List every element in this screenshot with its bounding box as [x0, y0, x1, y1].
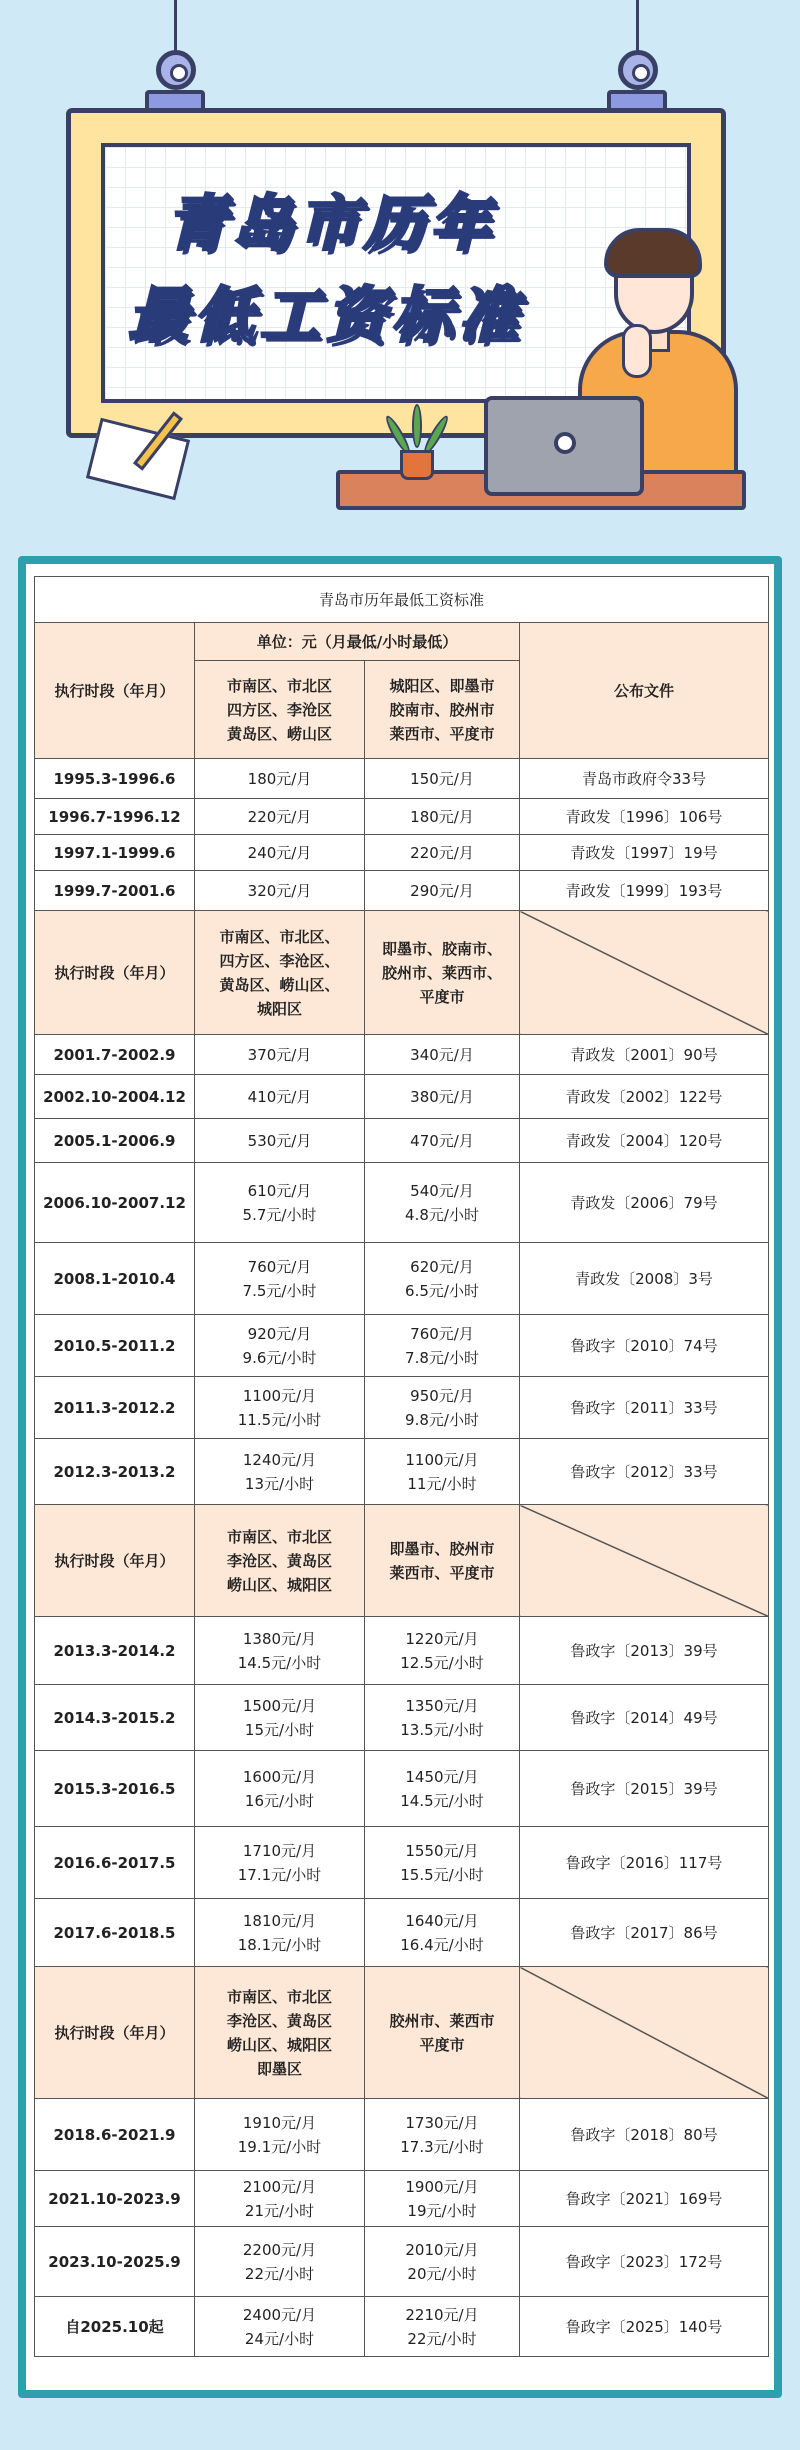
document-cell: 青政发〔1996〕106号 — [520, 799, 769, 835]
region-b-wage-cell: 1220元/月 12.5元/小时 — [365, 1617, 520, 1685]
region-a-wage-cell: 410元/月 — [195, 1075, 365, 1119]
table-row — [35, 1243, 769, 1315]
region-b-wage-cell: 180元/月 — [365, 799, 520, 835]
period-cell: 2012.3-2013.2 — [35, 1439, 195, 1505]
period-cell: 2005.1-2006.9 — [35, 1119, 195, 1163]
page-title-line2: 最低工资标准 — [128, 281, 524, 351]
region-b-wage-cell: 1100元/月 11元/小时 — [365, 1439, 520, 1505]
document-cell: 鲁政字〔2023〕172号 — [520, 2227, 769, 2297]
document-cell: 鲁政字〔2014〕49号 — [520, 1685, 769, 1751]
document-cell: 青岛市政府令33号 — [520, 759, 769, 799]
document-cell: 青政发〔2008〕3号 — [520, 1243, 769, 1315]
document-cell: 青政发〔2001〕90号 — [520, 1035, 769, 1075]
table-row — [35, 2171, 769, 2227]
region-b-header: 即墨市、胶州市 莱西市、平度市 — [365, 1505, 520, 1617]
region-a-wage-cell: 1600元/月 16元/小时 — [195, 1751, 365, 1827]
period-cell: 2018.6-2021.9 — [35, 2099, 195, 2171]
table-title-row — [35, 577, 769, 623]
period-cell: 2011.3-2012.2 — [35, 1377, 195, 1439]
region-b-wage-cell: 950元/月 9.8元/小时 — [365, 1377, 520, 1439]
region-a-header: 市南区、市北区、 四方区、李沧区、 黄岛区、崂山区、 城阳区 — [195, 911, 365, 1035]
table-row — [35, 1315, 769, 1377]
period-cell: 2013.3-2014.2 — [35, 1617, 195, 1685]
document-cell: 鲁政字〔2025〕140号 — [520, 2297, 769, 2357]
document-cell: 鲁政字〔2018〕80号 — [520, 2099, 769, 2171]
region-b-wage-cell: 760元/月 7.8元/小时 — [365, 1315, 520, 1377]
region-a-wage-cell: 610元/月 5.7元/小时 — [195, 1163, 365, 1243]
region-b-wage-cell: 220元/月 — [365, 835, 520, 871]
section-header-row — [35, 1967, 769, 2099]
table-panel — [18, 556, 782, 2398]
region-b-header: 胶州市、莱西市 平度市 — [365, 1967, 520, 2099]
document-cell: 鲁政字〔2015〕39号 — [520, 1751, 769, 1827]
region-b-wage-cell: 150元/月 — [365, 759, 520, 799]
table-row — [35, 799, 769, 835]
person-hair — [604, 228, 702, 278]
wage-table — [34, 576, 769, 2357]
region-a-wage-cell: 1100元/月 11.5元/小时 — [195, 1377, 365, 1439]
table-row — [35, 1377, 769, 1439]
table-row — [35, 1075, 769, 1119]
region-b-wage-cell: 1640元/月 16.4元/小时 — [365, 1899, 520, 1967]
section-header-row — [35, 1505, 769, 1617]
region-b-wage-cell: 290元/月 — [365, 871, 520, 911]
document-cell: 青政发〔1999〕193号 — [520, 871, 769, 911]
page-title-line1: 青岛市历年 — [166, 189, 496, 259]
document-cell: 鲁政字〔2016〕117号 — [520, 1827, 769, 1899]
hanger-ring-icon — [618, 50, 658, 90]
period-cell: 2021.10-2023.9 — [35, 2171, 195, 2227]
document-cell: 青政发〔2006〕79号 — [520, 1163, 769, 1243]
table-row — [35, 1899, 769, 1967]
period-cell: 1997.1-1999.6 — [35, 835, 195, 871]
region-b-wage-cell: 620元/月 6.5元/小时 — [365, 1243, 520, 1315]
laptop-logo — [554, 432, 576, 454]
region-b-header: 城阳区、即墨市 胶南市、胶州市 莱西市、平度市 — [365, 661, 520, 759]
region-a-wage-cell: 240元/月 — [195, 835, 365, 871]
table-header-row — [35, 623, 769, 661]
diagonal-blank-cell — [520, 911, 769, 1035]
table-row — [35, 1617, 769, 1685]
table-row — [35, 871, 769, 911]
laptop-icon — [484, 396, 644, 496]
period-header: 执行时段（年月） — [35, 1505, 195, 1617]
section-header-row — [35, 911, 769, 1035]
region-a-wage-cell: 180元/月 — [195, 759, 365, 799]
region-a-wage-cell: 530元/月 — [195, 1119, 365, 1163]
plant-pot-icon — [400, 450, 434, 480]
table-row — [35, 2297, 769, 2357]
period-cell: 2002.10-2004.12 — [35, 1075, 195, 1119]
table-row — [35, 1439, 769, 1505]
document-cell: 鲁政字〔2013〕39号 — [520, 1617, 769, 1685]
region-b-wage-cell: 1730元/月 17.3元/小时 — [365, 2099, 520, 2171]
region-a-wage-cell: 1810元/月 18.1元/小时 — [195, 1899, 365, 1967]
region-b-wage-cell: 340元/月 — [365, 1035, 520, 1075]
region-a-wage-cell: 1500元/月 15元/小时 — [195, 1685, 365, 1751]
table-row — [35, 1751, 769, 1827]
region-b-wage-cell: 470元/月 — [365, 1119, 520, 1163]
region-a-wage-cell: 1380元/月 14.5元/小时 — [195, 1617, 365, 1685]
table-row — [35, 1685, 769, 1751]
period-cell: 2014.3-2015.2 — [35, 1685, 195, 1751]
document-cell: 鲁政字〔2017〕86号 — [520, 1899, 769, 1967]
region-a-wage-cell: 2100元/月 21元/小时 — [195, 2171, 365, 2227]
period-cell: 2017.6-2018.5 — [35, 1899, 195, 1967]
region-b-wage-cell: 380元/月 — [365, 1075, 520, 1119]
region-a-wage-cell: 920元/月 9.6元/小时 — [195, 1315, 365, 1377]
period-header: 执行时段（年月） — [35, 911, 195, 1035]
table-row — [35, 1163, 769, 1243]
period-cell: 1995.3-1996.6 — [35, 759, 195, 799]
table-row — [35, 1119, 769, 1163]
document-cell: 鲁政字〔2021〕169号 — [520, 2171, 769, 2227]
period-cell: 2008.1-2010.4 — [35, 1243, 195, 1315]
table-row — [35, 759, 769, 799]
diagonal-blank-cell — [520, 1967, 769, 2099]
period-cell: 2001.7-2002.9 — [35, 1035, 195, 1075]
region-b-wage-cell: 1450元/月 14.5元/小时 — [365, 1751, 520, 1827]
table-row — [35, 1827, 769, 1899]
region-a-wage-cell: 370元/月 — [195, 1035, 365, 1075]
table-row — [35, 2227, 769, 2297]
table-row — [35, 1035, 769, 1075]
region-a-header: 市南区、市北区 李沧区、黄岛区 崂山区、城阳区 — [195, 1505, 365, 1617]
region-a-header: 市南区、市北区 四方区、李沧区 黄岛区、崂山区 — [195, 661, 365, 759]
diagonal-blank-cell — [520, 1505, 769, 1617]
region-b-wage-cell: 1900元/月 19元/小时 — [365, 2171, 520, 2227]
period-cell: 1999.7-2001.6 — [35, 871, 195, 911]
document-cell: 青政发〔2004〕120号 — [520, 1119, 769, 1163]
region-b-wage-cell: 540元/月 4.8元/小时 — [365, 1163, 520, 1243]
document-cell: 鲁政字〔2012〕33号 — [520, 1439, 769, 1505]
header-illustration — [0, 0, 800, 540]
region-a-wage-cell: 220元/月 — [195, 799, 365, 835]
document-cell: 青政发〔1997〕19号 — [520, 835, 769, 871]
plant-leaf — [412, 404, 422, 448]
region-a-wage-cell: 1710元/月 17.1元/小时 — [195, 1827, 365, 1899]
region-b-wage-cell: 2210元/月 22元/小时 — [365, 2297, 520, 2357]
period-cell: 2010.5-2011.2 — [35, 1315, 195, 1377]
region-a-wage-cell: 320元/月 — [195, 871, 365, 911]
region-b-wage-cell: 1350元/月 13.5元/小时 — [365, 1685, 520, 1751]
region-b-wage-cell: 1550元/月 15.5元/小时 — [365, 1827, 520, 1899]
region-a-header: 市南区、市北区 李沧区、黄岛区 崂山区、城阳区 即墨区 — [195, 1967, 365, 2099]
period-header: 执行时段（年月） — [35, 623, 195, 759]
period-cell: 2015.3-2016.5 — [35, 1751, 195, 1827]
region-a-wage-cell: 1910元/月 19.1元/小时 — [195, 2099, 365, 2171]
region-b-wage-cell: 2010元/月 20元/小时 — [365, 2227, 520, 2297]
unit-header: 单位：元（月最低/小时最低） — [195, 623, 520, 661]
period-cell: 1996.7-1996.12 — [35, 799, 195, 835]
table-row — [35, 835, 769, 871]
period-cell: 2006.10-2007.12 — [35, 1163, 195, 1243]
doc-header: 公布文件 — [520, 623, 769, 759]
document-cell: 鲁政字〔2010〕74号 — [520, 1315, 769, 1377]
table-row — [35, 2099, 769, 2171]
period-cell: 2023.10-2025.9 — [35, 2227, 195, 2297]
period-cell: 自2025.10起 — [35, 2297, 195, 2357]
region-b-header: 即墨市、胶南市、 胶州市、莱西市、 平度市 — [365, 911, 520, 1035]
region-a-wage-cell: 2400元/月 24元/小时 — [195, 2297, 365, 2357]
region-a-wage-cell: 1240元/月 13元/小时 — [195, 1439, 365, 1505]
period-cell: 2016.6-2017.5 — [35, 1827, 195, 1899]
table-caption: 青岛市历年最低工资标准 — [35, 577, 769, 623]
region-a-wage-cell: 760元/月 7.5元/小时 — [195, 1243, 365, 1315]
region-a-wage-cell: 2200元/月 22元/小时 — [195, 2227, 365, 2297]
document-cell: 青政发〔2002〕122号 — [520, 1075, 769, 1119]
person-hand — [622, 324, 652, 378]
hanger-ring-icon — [156, 50, 196, 90]
document-cell: 鲁政字〔2011〕33号 — [520, 1377, 769, 1439]
period-header: 执行时段（年月） — [35, 1967, 195, 2099]
